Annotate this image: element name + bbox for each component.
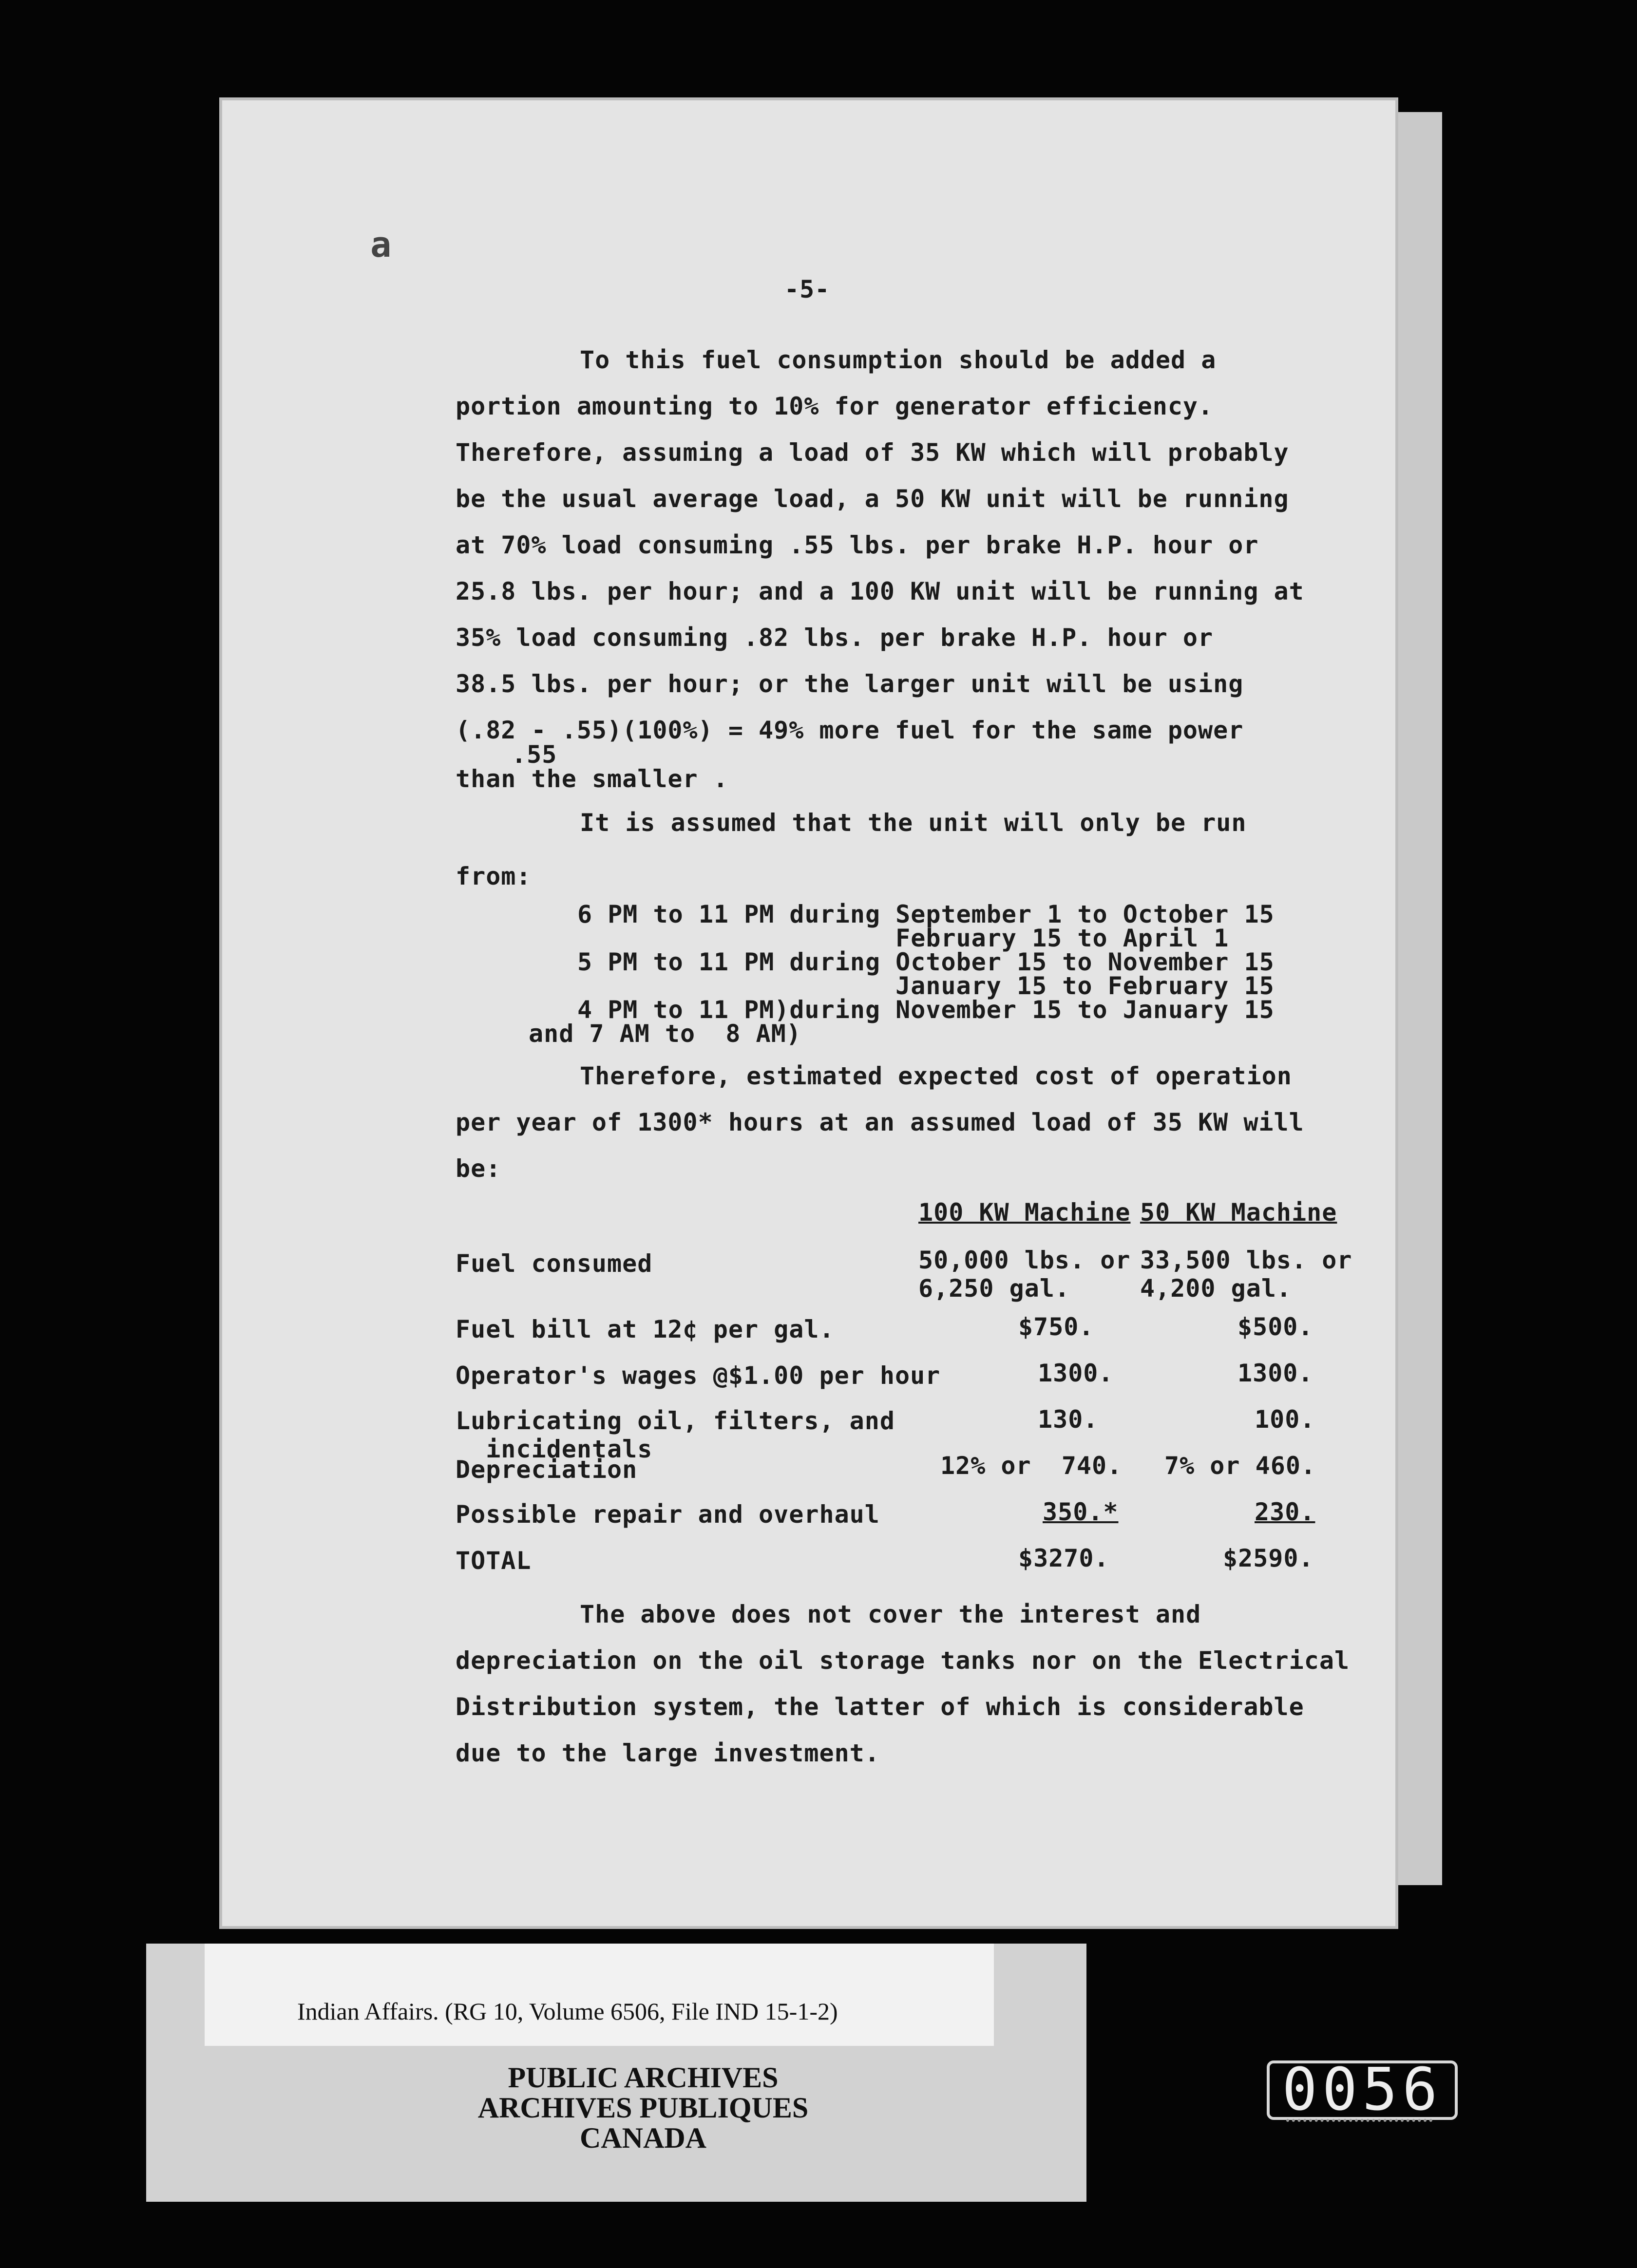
archive-reference-strip <box>205 1944 994 2046</box>
paragraph-line: due to the large investment. <box>456 1739 880 1767</box>
paragraph-line: The above does not cover the interest and <box>580 1600 1201 1628</box>
row-label: Fuel bill at 12¢ per gal. <box>456 1315 835 1343</box>
paragraph-line: be the usual average load, a 50 KW unit will be running <box>456 485 1289 513</box>
paragraph-line: 35% load consuming .82 lbs. per brake H.P. hour or <box>456 624 1214 652</box>
paragraph-line: than the smaller . <box>456 765 728 793</box>
cell-100kw: 50,000 lbs. or 6,250 gal. <box>918 1246 1131 1303</box>
cell-100kw: 130. <box>1038 1405 1099 1434</box>
column-header-50kw: 50 KW Machine <box>1140 1198 1337 1227</box>
paragraph-line: depreciation on the oil storage tanks nor on the Electrical <box>456 1646 1350 1675</box>
cell-100kw: 1300. <box>1038 1359 1114 1387</box>
row-label-total: TOTAL <box>456 1547 532 1575</box>
schedule-line: 6 PM to 11 PM during September 1 to October 15 <box>577 900 1275 928</box>
schedule-line: and 7 AM to 8 AM) <box>529 1020 801 1048</box>
paragraph-line: 38.5 lbs. per hour; or the larger unit will be using <box>456 670 1244 698</box>
archives-stamp-line: CANADA <box>580 2122 706 2154</box>
schedule-line: 4 PM to 11 PM)during November 15 to January 15 <box>577 996 1275 1024</box>
cell-100kw: 12% or 740. <box>940 1452 1123 1480</box>
paragraph-line: Distribution system, the latter of which is considerable <box>456 1693 1304 1721</box>
archives-stamp-line: PUBLIC ARCHIVES <box>508 2061 779 2094</box>
cell-50kw: 230. <box>1255 1498 1315 1526</box>
paragraph-line: from: <box>456 862 532 890</box>
cell-100kw: 350.* <box>1043 1498 1119 1526</box>
schedule-line: January 15 to February 15 <box>577 972 1275 1000</box>
margin-mark: a <box>370 224 392 265</box>
row-label: Fuel consumed <box>456 1249 653 1278</box>
paragraph-line: per year of 1300* hours at an assumed load of 35 KW will <box>456 1108 1304 1136</box>
page-number: -5- <box>784 275 830 303</box>
paragraph-line: be: <box>456 1154 501 1183</box>
cell-50kw: 100. <box>1255 1405 1315 1434</box>
paragraph-line: It is assumed that the unit will only be run <box>580 809 1247 837</box>
cell-50kw: 7% or 460. <box>1164 1452 1316 1480</box>
paragraph-line: portion amounting to 10% for generator efficiency. <box>456 392 1214 420</box>
cell-100kw: $750. <box>1018 1313 1094 1341</box>
row-label: Lubricating oil, filters, and incidentals <box>456 1407 895 1463</box>
column-header-100kw: 100 KW Machine <box>918 1198 1131 1227</box>
row-label: Operator's wages @$1.00 per hour <box>456 1361 941 1390</box>
formula-denominator: .55 <box>512 740 557 769</box>
schedule-line: February 15 to April 1 <box>577 924 1229 952</box>
cell-50kw: $500. <box>1237 1313 1313 1341</box>
archive-reference: Indian Affairs. (RG 10, Volume 6506, File IND 15-1-2) <box>297 1998 838 2025</box>
paragraph-line: To this fuel consumption should be added a <box>580 346 1217 374</box>
archives-stamp-line: ARCHIVES PUBLIQUES <box>477 2092 809 2124</box>
cell-50kw: 33,500 lbs. or 4,200 gal. <box>1140 1246 1352 1303</box>
cell-100kw-total: $3270. <box>1018 1544 1109 1572</box>
formula-line: (.82 - .55)(100%) = 49% more fuel for the same power <box>456 716 1244 744</box>
cell-50kw: 1300. <box>1237 1359 1313 1387</box>
paragraph-line: 25.8 lbs. per hour; and a 100 KW unit will be running at <box>456 577 1304 605</box>
paragraph-line: Therefore, assuming a load of 35 KW which will probably <box>456 438 1289 467</box>
schedule-line: 5 PM to 11 PM during October 15 to November 15 <box>577 948 1275 976</box>
row-label: Depreciation <box>456 1455 638 1484</box>
frame-number: 0056 <box>1267 2060 1458 2120</box>
frame-ticks <box>1286 2119 1432 2127</box>
cell-50kw-total: $2590. <box>1223 1544 1314 1572</box>
row-label: Possible repair and overhaul <box>456 1500 880 1529</box>
paragraph-line: at 70% load consuming .55 lbs. per brake H.P. hour or <box>456 531 1259 559</box>
paragraph-line: Therefore, estimated expected cost of operation <box>580 1062 1292 1090</box>
